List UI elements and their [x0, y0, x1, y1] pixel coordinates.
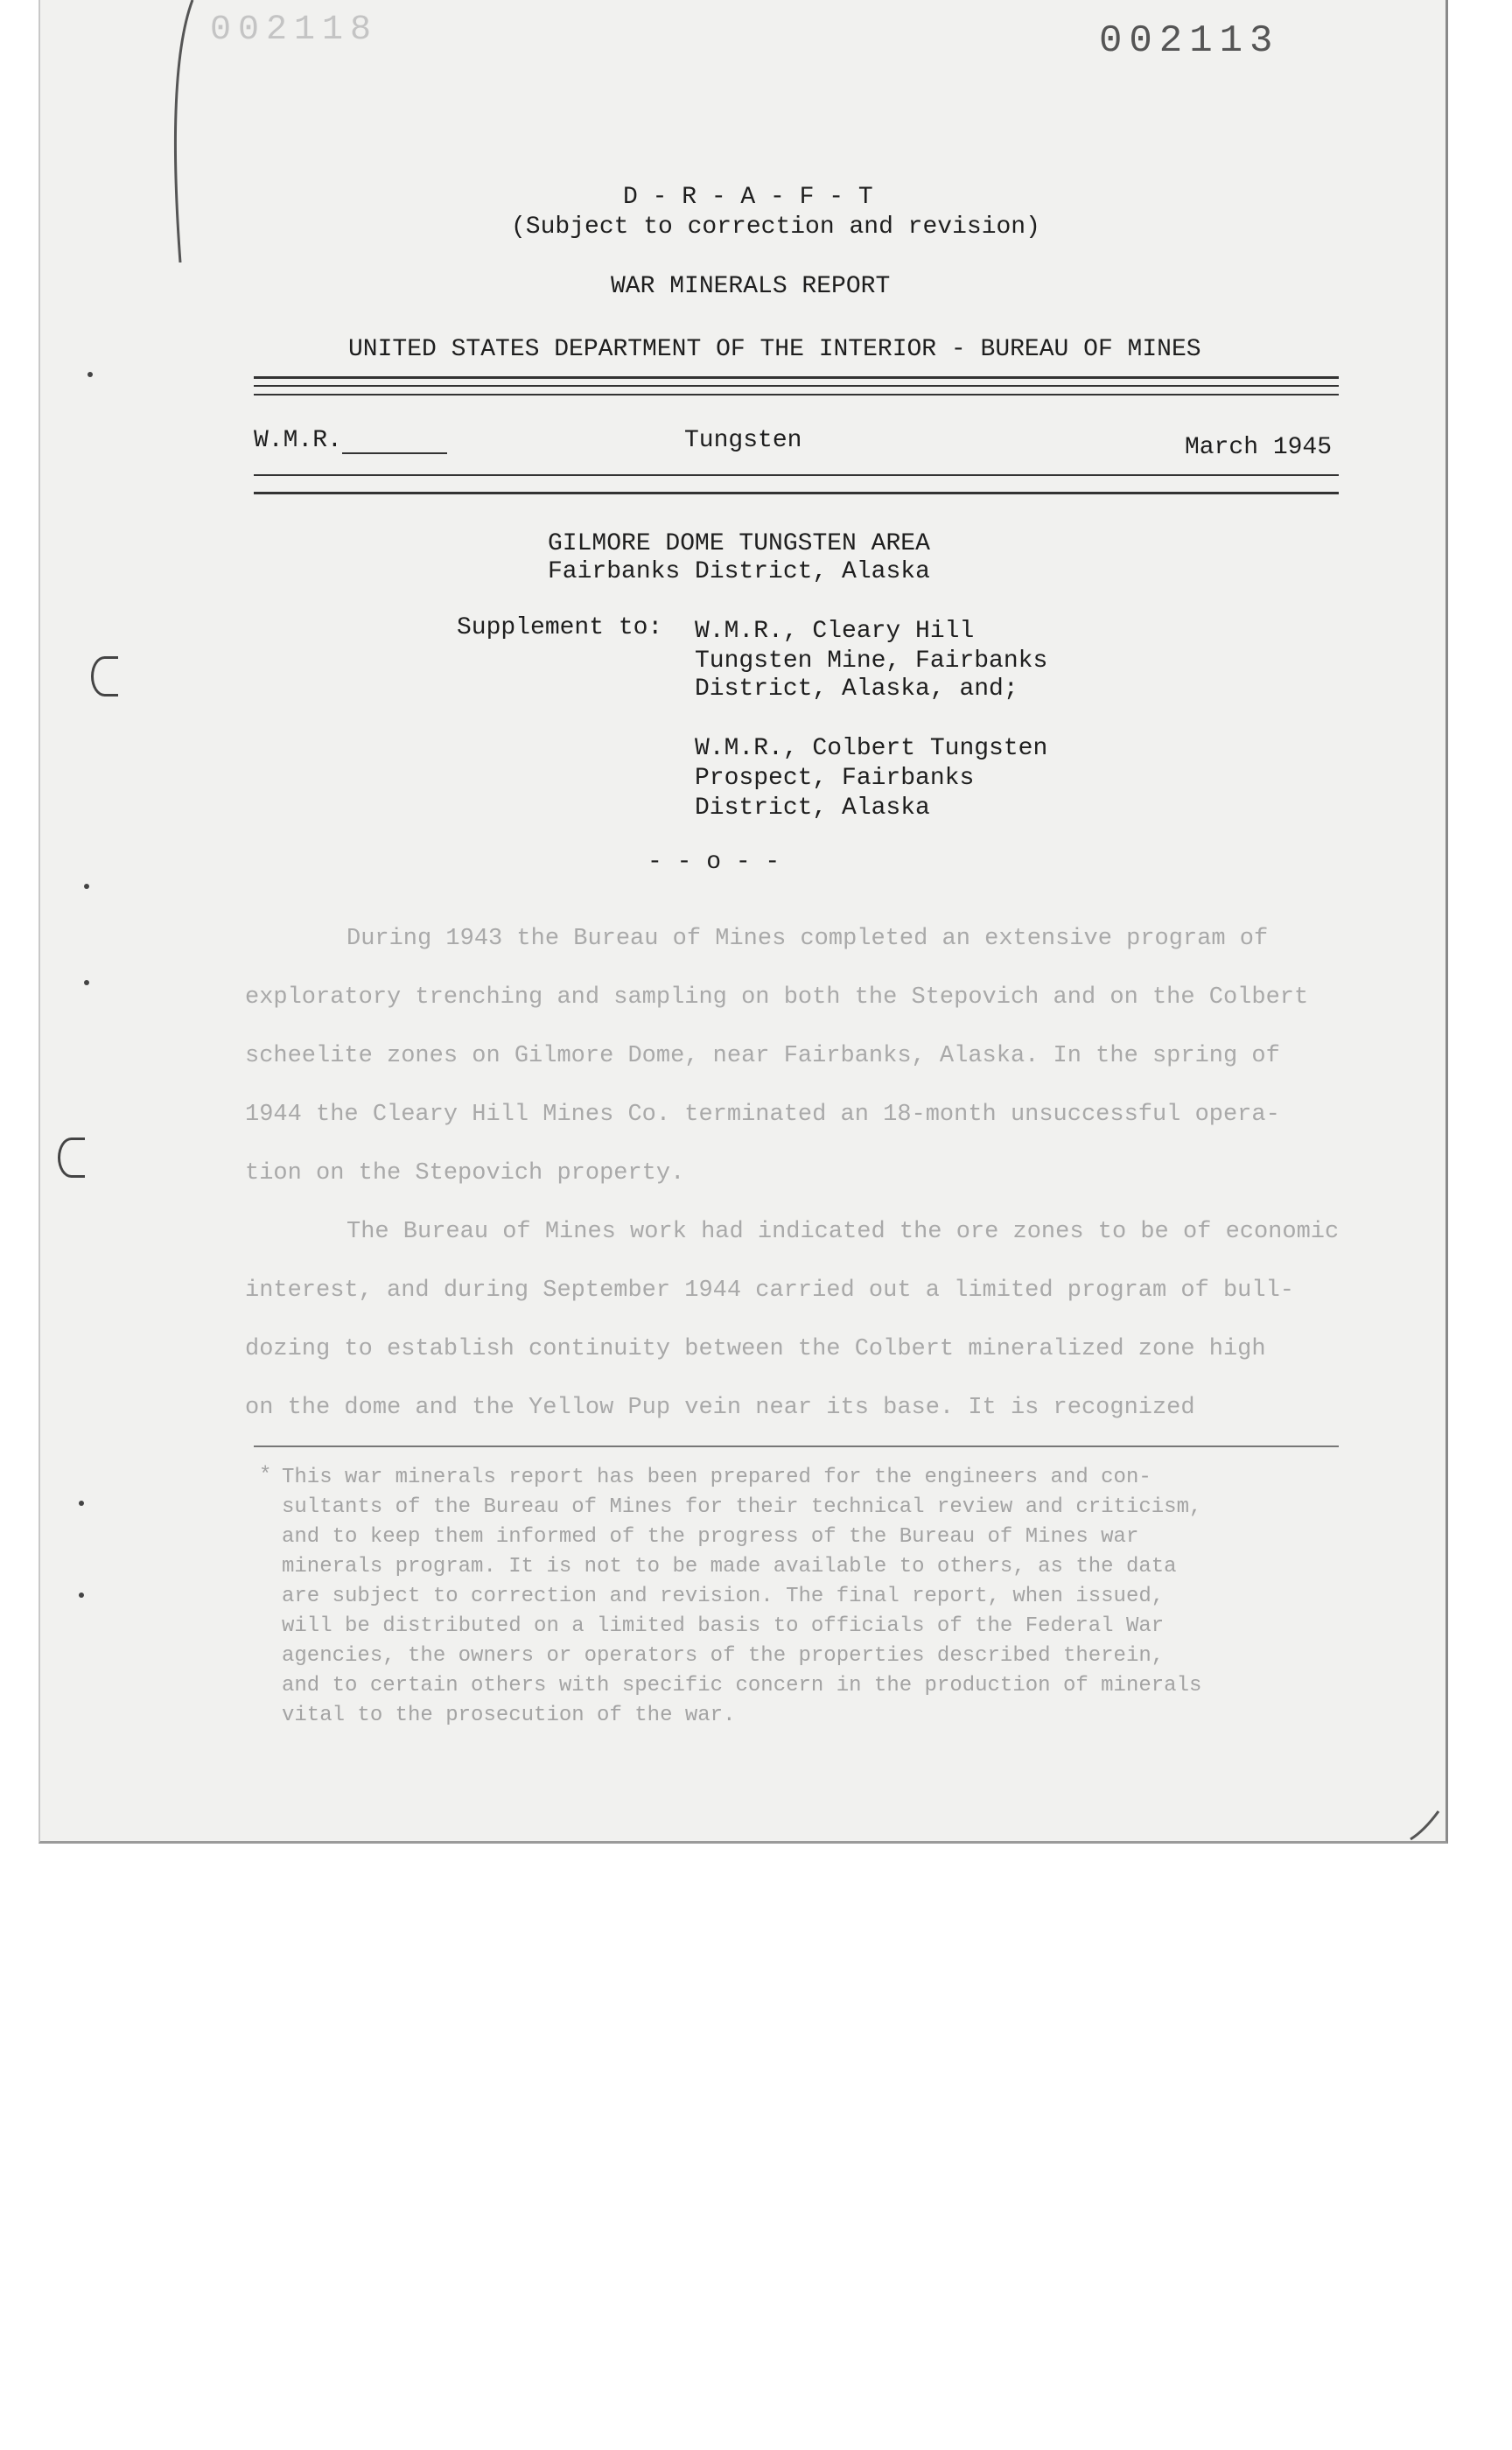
punch-hole-mark: [58, 1138, 85, 1178]
supplement-reference-line: District, Alaska: [695, 794, 930, 822]
punch-hole-mark: [91, 656, 118, 696]
margin-dot: [79, 1592, 84, 1598]
wmr-number-blank: [342, 428, 447, 454]
margin-dot: [88, 372, 93, 377]
footnote-line: This war minerals report has been prepared for the engineers and con-: [282, 1466, 1152, 1489]
body-line: interest, and during September 1944 carried out a limited program of bull-: [245, 1278, 1294, 1304]
draft-heading: D - R - A - F - T: [623, 184, 873, 211]
supplement-reference-line: W.M.R., Cleary Hill: [695, 618, 975, 645]
header-rule: [254, 474, 1339, 476]
header-rule: [254, 376, 1339, 379]
supplement-reference-line: District, Alaska, and;: [695, 676, 1018, 703]
commodity: Tungsten: [684, 427, 802, 454]
footnote-line: agencies, the owners or operators of the properties described therein,: [282, 1644, 1165, 1668]
body-line: 1944 the Cleary Hill Mines Co. terminated an 18-month unsuccessful opera-: [245, 1102, 1280, 1128]
footnote-line: sultants of the Bureau of Mines for their technical review and criticism,: [282, 1495, 1202, 1519]
margin-dot: [84, 980, 89, 985]
ghost-document-number: 002118: [210, 10, 379, 50]
area-district: Fairbanks District, Alaska: [548, 558, 930, 585]
footnote-line: will be distributed on a limited basis to officials of the Federal War: [282, 1614, 1165, 1638]
page-corner-curl: [1407, 1810, 1442, 1841]
wmr-label-text: W.M.R.: [254, 427, 342, 454]
supplement-reference-line: Tungsten Mine, Fairbanks: [695, 648, 1048, 675]
body-line: scheelite zones on Gilmore Dome, near Fairbanks, Alaska. In the spring of: [245, 1043, 1280, 1069]
wmr-label: [254, 427, 447, 454]
department-line: UNITED STATES DEPARTMENT OF THE INTERIOR - BUREAU OF MINES: [348, 336, 1201, 363]
header-rule: [254, 385, 1339, 387]
body-line: tion on the Stepovich property.: [245, 1160, 685, 1186]
draft-subheading: (Subject to correction and revision): [511, 214, 1040, 241]
supplement-label: Supplement to:: [457, 614, 663, 641]
report-title: WAR MINERALS REPORT: [611, 273, 891, 300]
margin-dot: [79, 1501, 84, 1506]
header-rule: [254, 394, 1339, 396]
body-line: During 1943 the Bureau of Mines completed an extensive program of: [346, 926, 1269, 952]
area-title: GILMORE DOME TUNGSTEN AREA: [548, 530, 930, 557]
footnote-line: and to keep them informed of the progress of the Bureau of Mines war: [282, 1525, 1139, 1549]
footnote-marker: *: [259, 1464, 272, 1488]
footnote-line: minerals program. It is not to be made available to others, as the data: [282, 1555, 1177, 1578]
supplement-reference-line: W.M.R., Colbert Tungsten: [695, 735, 1048, 762]
footnote-line: and to certain others with specific concern in the production of minerals: [282, 1674, 1202, 1698]
report-date: March 1945: [1185, 434, 1333, 461]
document-number: 002113: [1099, 19, 1280, 63]
section-separator: - - o - -: [648, 849, 780, 876]
footnote-rule: [254, 1446, 1339, 1447]
body-line: exploratory trenching and sampling on both the Stepovich and on the Colbert: [245, 984, 1309, 1011]
left-edge-curl: [131, 0, 201, 262]
footnote-line: are subject to correction and revision. The final report, when issued,: [282, 1585, 1165, 1608]
header-rule: [254, 492, 1339, 494]
footnote-line: vital to the prosecution of the war.: [282, 1704, 736, 1727]
body-line: The Bureau of Mines work had indicated the ore zones to be of economic: [346, 1219, 1340, 1245]
margin-dot: [84, 884, 89, 889]
body-line: on the dome and the Yellow Pup vein near its base. It is recognized: [245, 1395, 1195, 1421]
body-line: dozing to establish continuity between the Colbert mineralized zone high: [245, 1336, 1266, 1362]
supplement-reference-line: Prospect, Fairbanks: [695, 765, 975, 792]
